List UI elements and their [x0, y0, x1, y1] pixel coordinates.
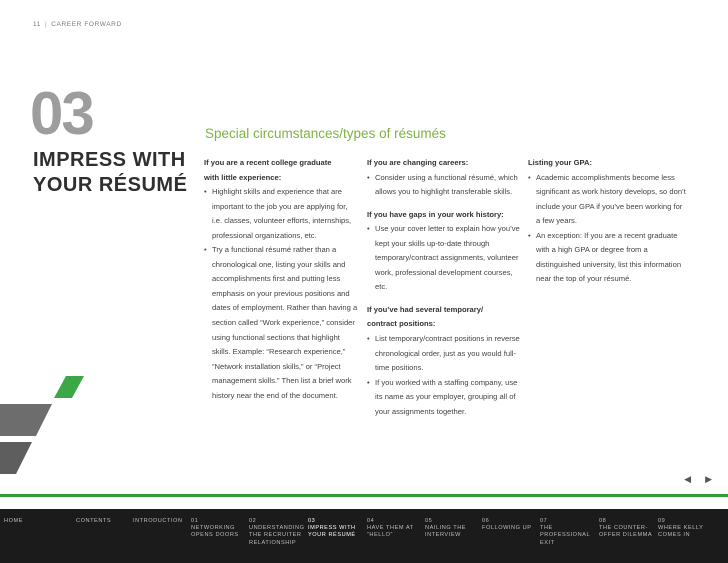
- chapter-03-number: 03: [308, 518, 316, 524]
- section-subheading: Special circumstances/types of résumés: [205, 126, 446, 141]
- col2-list-gaps: [367, 222, 522, 295]
- chapter-09-number: 09: [658, 518, 666, 524]
- col3-heading-gpa: Listing your GPA:: [528, 158, 592, 167]
- chapter-07-number: 07: [540, 518, 548, 524]
- list-item: • Use your cover letter to explain how you’ve kept your skills up-to-date through temporary/contract assignments, volunteer work, professional development courses, etc.: [367, 222, 522, 295]
- nav-introduction[interactable]: INTRODUCTION: [133, 518, 183, 524]
- chapter-04-label: HAVE THEM AT “HELLO”: [367, 525, 414, 539]
- list-item: • An exception: If you are a recent graduate with a high GPA or degree from a distinguished university, list this information near the top of your résumé.: [528, 229, 688, 287]
- list-item: • List temporary/contract positions in reverse chronological order, just as you would full-time positions.: [367, 332, 522, 376]
- chapter-08-label: THE COUNTER-OFFER DILEMMA: [599, 525, 653, 539]
- content-column-3: [528, 156, 688, 287]
- page-header: [33, 21, 122, 28]
- gray-stripe-bottom: [0, 442, 32, 474]
- nav-chapter-03[interactable]: [308, 518, 360, 540]
- chapter-01-label: NETWORKING OPENS DOORS: [191, 525, 239, 539]
- col2-heading-temporary-line1: If you’ve had several temporary/: [367, 304, 484, 314]
- col1-heading-line2: with little experience:: [204, 172, 282, 182]
- gray-stripe-top: [0, 404, 52, 436]
- chapter-04-number: 04: [367, 518, 375, 524]
- chapter-01-number: 01: [191, 518, 199, 524]
- footer-navigation: [0, 509, 728, 563]
- chapter-06-label: FOLLOWING UP: [482, 525, 532, 532]
- chapter-title-line1: IMPRESS WITH: [33, 149, 186, 171]
- chapter-03-label: IMPRESS WITH YOUR RÉSUMÉ: [308, 525, 356, 539]
- list-item: • If you worked with a staffing company, use its name as your employer, grouping all of your assignments together.: [367, 376, 522, 420]
- chapter-08-number: 08: [599, 518, 607, 524]
- nav-chapter-08[interactable]: [599, 518, 655, 540]
- nav-chapter-06[interactable]: [482, 518, 538, 532]
- col1-heading-line1: If you are a recent college graduate: [204, 158, 332, 167]
- nav-chapter-07[interactable]: [540, 518, 598, 547]
- chapter-05-label: NAILING THE INTERVIEW: [425, 525, 467, 539]
- publication-title: CAREER FORWARD: [51, 21, 122, 28]
- chapter-title: [33, 148, 203, 198]
- page-number: 11: [33, 21, 41, 28]
- footer-accent-line: [0, 494, 728, 497]
- header-separator: |: [44, 21, 48, 28]
- chapter-title-line2: YOUR RÉSUMÉ: [33, 174, 188, 196]
- list-item: • Try a functional résumé rather than a chronological one, listing your skills and accomplishments first and putting less emphasis on your previous positions and dates of employment. Rather than having a section called “Work experience,” consider using functional sections that highlight skills. Example: “Research experience,” “Network installation skills,” or “Project management skills.” Then list a brief work history near the end of the document.: [204, 243, 359, 403]
- chapter-07-label: THE PROFESSIONAL EXIT: [540, 525, 590, 546]
- nav-chapter-04[interactable]: [367, 518, 421, 540]
- col1-bullet-list: [204, 185, 359, 403]
- nav-chapter-05[interactable]: [425, 518, 477, 540]
- nav-chapter-02[interactable]: [249, 518, 305, 547]
- chapter-09-label: WHERE KELLY COMES IN: [658, 525, 704, 539]
- nav-home[interactable]: HOME: [4, 518, 23, 524]
- chapter-05-number: 05: [425, 518, 433, 524]
- chapter-02-label: UNDERSTANDING THE RECRUITER RELATIONSHIP: [249, 525, 305, 546]
- decorative-stripes: [0, 376, 90, 486]
- col3-list-gpa: [528, 171, 688, 287]
- page-navigation: [684, 474, 712, 485]
- nav-chapter-01[interactable]: [191, 518, 245, 540]
- col2-list-careers: [367, 171, 522, 200]
- chapter-02-number: 02: [249, 518, 257, 524]
- content-column-2: [367, 156, 522, 419]
- content-column-1: [204, 156, 359, 403]
- col2-list-temporary: [367, 332, 522, 419]
- col2-heading-temporary-line2: contract positions:: [367, 319, 436, 329]
- chapter-number: 03: [30, 80, 93, 147]
- nav-chapter-09[interactable]: [658, 518, 714, 540]
- col2-heading-gaps: If you have gaps in your work history:: [367, 209, 504, 219]
- list-item: • Academic accomplishments become less significant as work history develops, so don’t include your GPA if you’ve been working for a few years.: [528, 171, 688, 229]
- chapter-06-number: 06: [482, 518, 490, 524]
- list-item: • Highlight skills and experience that are important to the job you are applying for, i.e. classes, volunteer efforts, internships, professional organizations, etc.: [204, 185, 359, 243]
- col2-heading-careers: If you are changing careers:: [367, 158, 469, 167]
- nav-contents[interactable]: CONTENTS: [76, 518, 112, 524]
- list-item: • Consider using a functional résumé, which allows you to highlight transferable skills.: [367, 171, 522, 200]
- previous-page-icon[interactable]: ◀: [684, 474, 692, 484]
- next-page-icon[interactable]: ▶: [705, 474, 712, 484]
- green-stripe: [54, 376, 84, 398]
